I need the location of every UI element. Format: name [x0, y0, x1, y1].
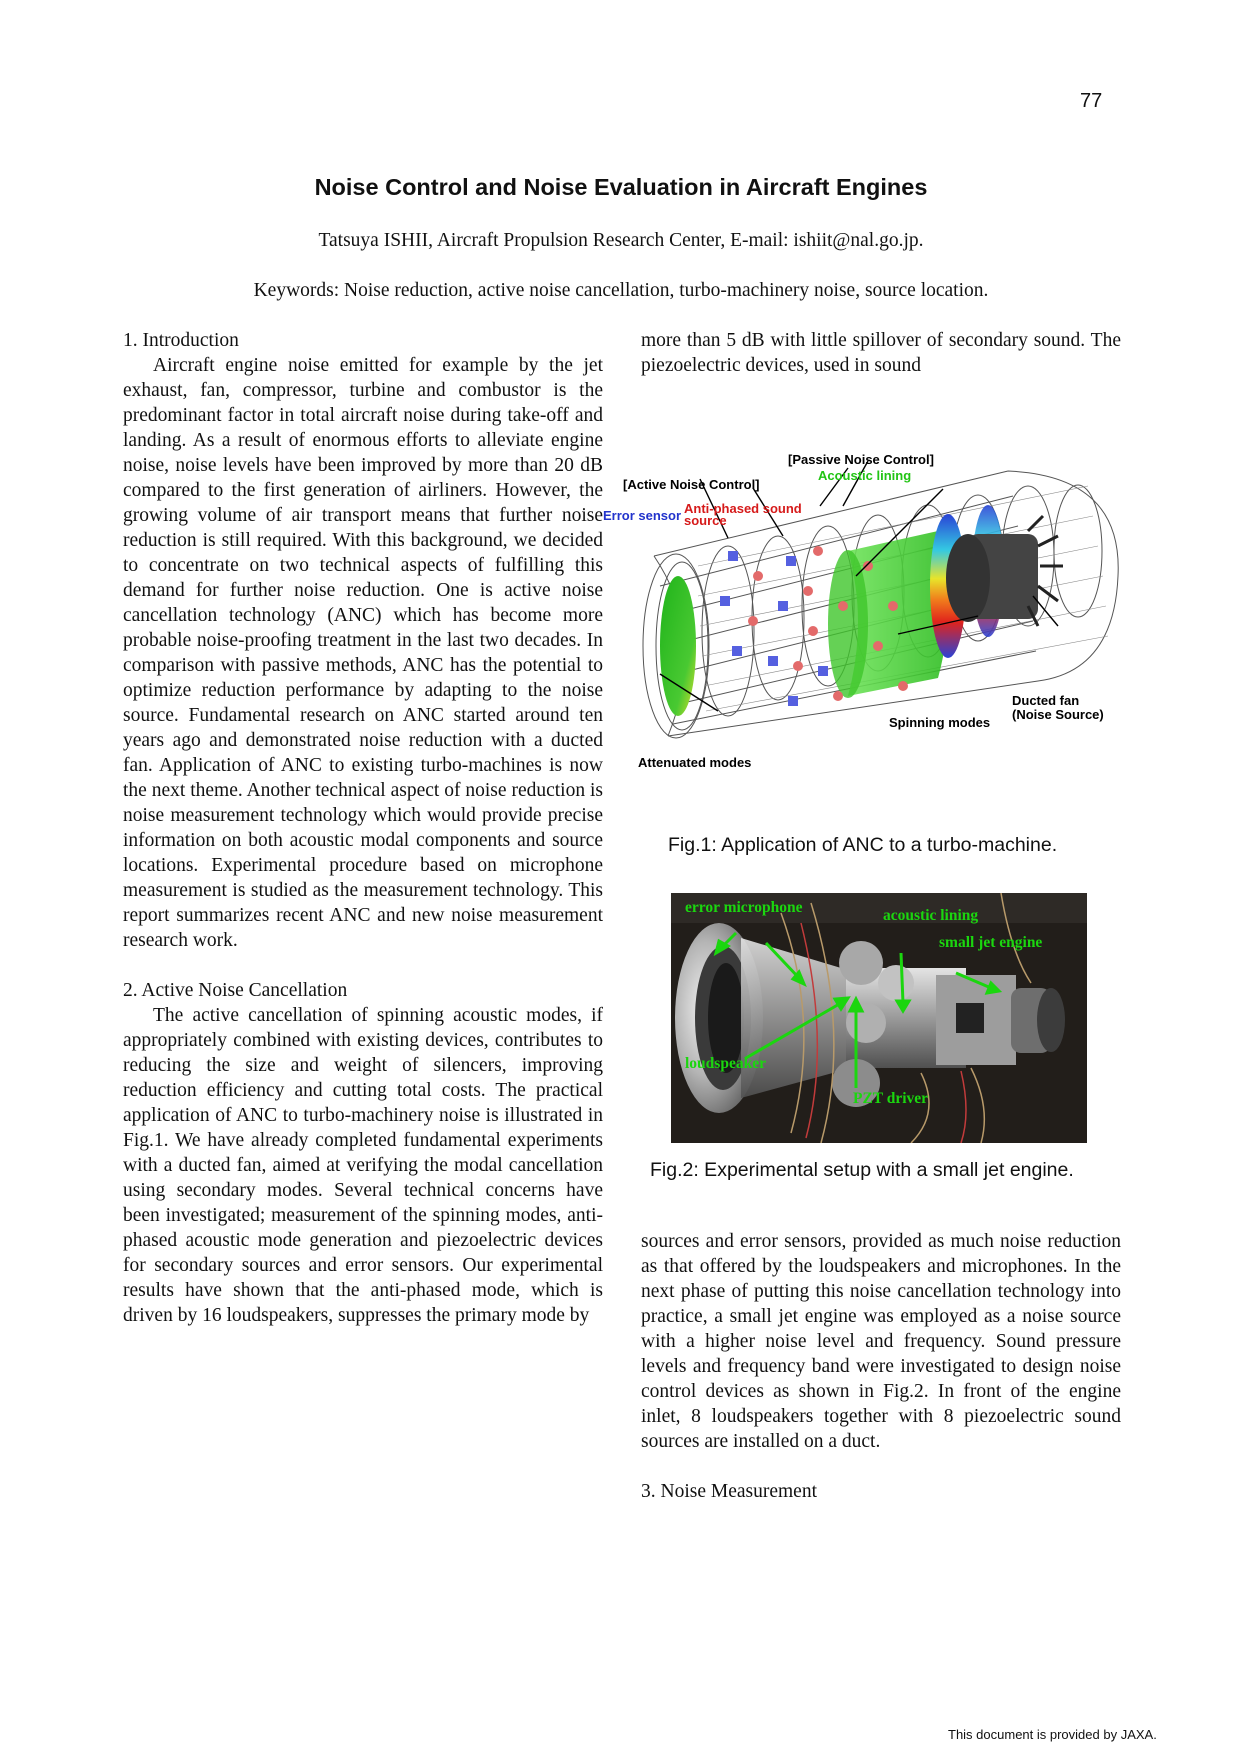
fig1-label-error-sensor: Error sensor — [603, 508, 682, 523]
fig1-label-spinning-modes: Spinning modes — [889, 715, 991, 730]
fig1-label-attenuated-modes: Attenuated modes — [638, 755, 752, 770]
right-top-paragraph: more than 5 dB with little spillover of secondary sound. The piezoelectric devices, used in sound — [641, 330, 1121, 376]
fig1-label-anti-phased-line1: Anti-phased sound — [684, 501, 802, 516]
section-heading-noise-measurement: 3. Noise Measurement — [641, 1481, 817, 1502]
fig2-label-acoustic-lining: acoustic lining — [883, 907, 979, 924]
fig1-label-acoustic-lining: Acoustic lining — [818, 468, 912, 483]
fig2-label-small-jet-engine: small jet engine — [939, 934, 1043, 951]
author-line — [0, 230, 1242, 252]
right-column-top — [641, 328, 1121, 378]
fig1-label-ducted-fan-line2: (Noise Source) — [1012, 707, 1104, 722]
figure-2-photo — [671, 893, 1087, 1143]
fig1-label-anti-phased-line2: source — [684, 513, 727, 528]
right-column-bottom — [641, 1229, 1121, 1504]
author-given-name: Tatsuya — [318, 230, 384, 251]
footer-note: This document is provided by JAXA. — [948, 1727, 1157, 1742]
anc-paragraph: The active cancellation of spinning acoustic modes, if appropriately combined with existing devices, contributes to reducing the size and weight of silencers, improving reduction efficiency and cutting total costs. The practical application of ANC to turbo-machinery noise is illustrated in Fig.1. We have already completed fundamental experiments with a ducted fan, aimed at verifying the modal cancellation using secondary modes. Several technical concerns have been investigated; measurement of the spinning modes, anti-phased acoustic mode generation and piezoelectric devices for secondary sources and error sensors. Our experimental results have shown that the anti-phased mode, which is driven by 16 loudspeakers, suppresses the primary mode by — [123, 1005, 603, 1326]
figure-1 — [603, 452, 1126, 776]
fig2-label-error-microphone: error microphone — [685, 899, 803, 916]
section-heading-introduction: 1. Introduction — [123, 330, 239, 351]
fig2-label-pzt-driver: PZT driver — [853, 1090, 929, 1107]
page-number: 77 — [1080, 90, 1103, 112]
fig2-label-loudspeaker: loudspeaker — [685, 1055, 766, 1072]
figure-2-caption: Fig.2: Experimental setup with a small jet engine. — [650, 1159, 1074, 1181]
fig1-label-passive-control: [Passive Noise Control] — [788, 452, 934, 467]
figure-1-caption: Fig.1: Application of ANC to a turbo-machine. — [668, 834, 1058, 856]
fig1-label-ducted-fan-line1: Ducted fan — [1012, 693, 1080, 708]
left-column — [123, 328, 603, 1328]
fig1-label-active-control: [Active Noise Control] — [623, 477, 760, 492]
right-bottom-paragraph: sources and error sensors, provided as much noise reduction as that offered by the loudspeakers and microphones. In the next phase of putting this noise cancellation technology into practice, a small jet engine was employed as a noise source with a higher noise level and frequency. Sound pressure levels and frequency band were investigated to design noise control devices as shown in Fig.2. In front of the engine inlet, 8 loudspeakers together with 8 piezoelectric sound sources are installed on a duct. — [641, 1231, 1121, 1452]
author-affiliation: , Aircraft Propulsion Research Center, E-mail: ishiit@nal.go.jp. — [428, 230, 924, 251]
author-family-name: ISHII — [383, 230, 429, 251]
introduction-paragraph: Aircraft engine noise emitted for example by the jet exhaust, fan, compressor, turbine and combustor is the predominant factor in total aircraft noise during take-off and landing. As a result of enormous efforts to alleviate engine noise, noise levels have been improved by more than 20 dB compared to the first generation of airliners. However, the growing volume of air transport means that further noise reduction is still required. With this background, we decided to concentrate on two technical aspects of fulfilling this demand for further noise reduction. One is active noise cancellation technology (ANC) which has become more probable noise-proofing treatment in the last two decades. In comparison with passive methods, ANC has the potential to optimize reduction performance by adapting to the noise source. Fundamental research on ANC started around ten years ago and demonstrated noise reduction with a ducted fan. Application of ANC to existing turbo-machines is now the next theme. Another technical aspect of noise reduction is noise measurement technology which would provide precise information on both acoustic modal components and source locations. Experimental procedure based on microphone measurement is studied as the measurement technology. This report summarizes recent ANC and new noise measurement research work. — [123, 355, 603, 951]
section-heading-anc: 2. Active Noise Cancellation — [123, 980, 348, 1001]
keywords-line: Keywords: Noise reduction, active noise cancellation, turbo-machinery noise, source location. — [253, 280, 989, 301]
paper-title: Noise Control and Noise Evaluation in Aircraft Engines — [314, 174, 928, 200]
